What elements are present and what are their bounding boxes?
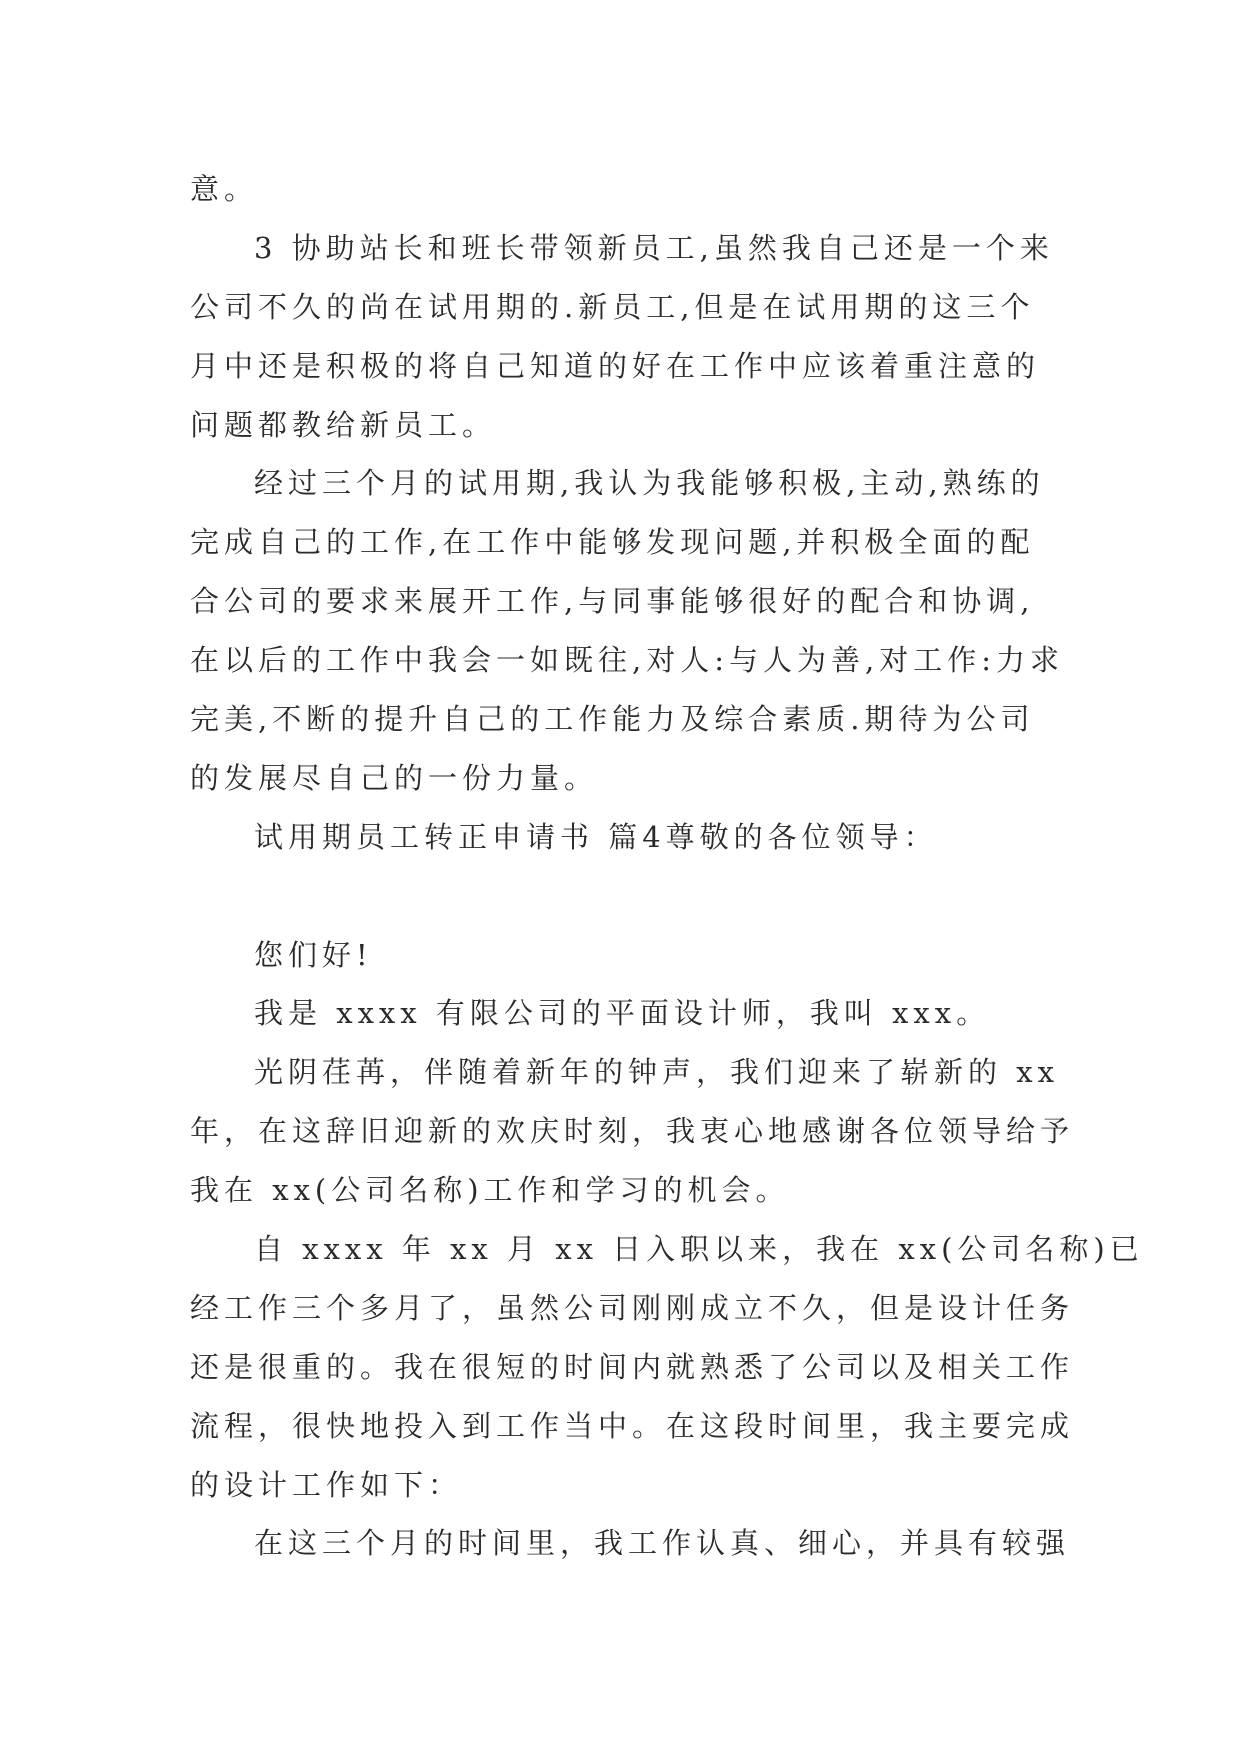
text-line: 完成自己的工作,在工作中能够发现问题,并积极全面的配 (190, 525, 1035, 560)
text-line: 月中还是积极的将自己知道的好在工作中应该着重注意的 (190, 348, 1041, 383)
greeting-line: 您们好! (254, 937, 373, 972)
text-line: 在以后的工作中我会一如既往,对人:与人为善,对工作:力求 (190, 643, 1064, 678)
text-line: 完美,不断的提升自己的工作能力及综合素质.期待为公司 (190, 702, 1035, 737)
text-line: 意。 (190, 172, 259, 206)
text-line: 公司不久的尚在试用期的.新员工,但是在试用期的这三个 (190, 289, 1035, 324)
text-line: 经工作三个多月了，虽然公司刚刚成立不久，但是设计任务 (190, 1290, 1075, 1325)
text-line: 的设计工作如下： (190, 1467, 463, 1502)
text-line: 的发展尽自己的一份力量。 (190, 760, 599, 795)
text-line: 问题都教给新员工。 (190, 407, 497, 442)
text-line: 经过三个月的试用期,我认为我能够积极,主动,熟练的 (254, 466, 1045, 501)
text-line: 自 xxxx 年 xx 月 xx 日入职以来，我在 xx(公司名称)已 (254, 1232, 1144, 1267)
text-line: 在这三个月的时间里，我工作认真、细心，并具有较强 (254, 1526, 1071, 1561)
section-heading: 试用期员工转正申请书 篇4尊敬的各位领导： (254, 819, 938, 854)
text-line: 我是 xxxx 有限公司的平面设计师，我叫 xxx。 (254, 996, 991, 1031)
text-line: 流程，很快地投入到工作当中。在这段时间里，我主要完成 (190, 1408, 1075, 1443)
text-line: 3 协助站长和班长带领新员工,虽然我自己还是一个来 (254, 230, 1054, 265)
text-line: 光阴荏苒，伴随着新年的钟声，我们迎来了崭新的 xx (254, 1055, 1059, 1090)
text-line: 年，在这辞旧迎新的欢庆时刻，我衷心地感谢各位领导给予 (190, 1114, 1075, 1149)
text-line: 我在 xx(公司名称)工作和学习的机会。 (190, 1173, 790, 1208)
blank-line (190, 867, 1050, 926)
document-body (190, 160, 1144, 1573)
text-line: 还是很重的。我在很短的时间内就熟悉了公司以及相关工作 (190, 1349, 1075, 1384)
text-line: 合公司的要求来展开工作,与同事能够很好的配合和协调, (190, 584, 1035, 619)
